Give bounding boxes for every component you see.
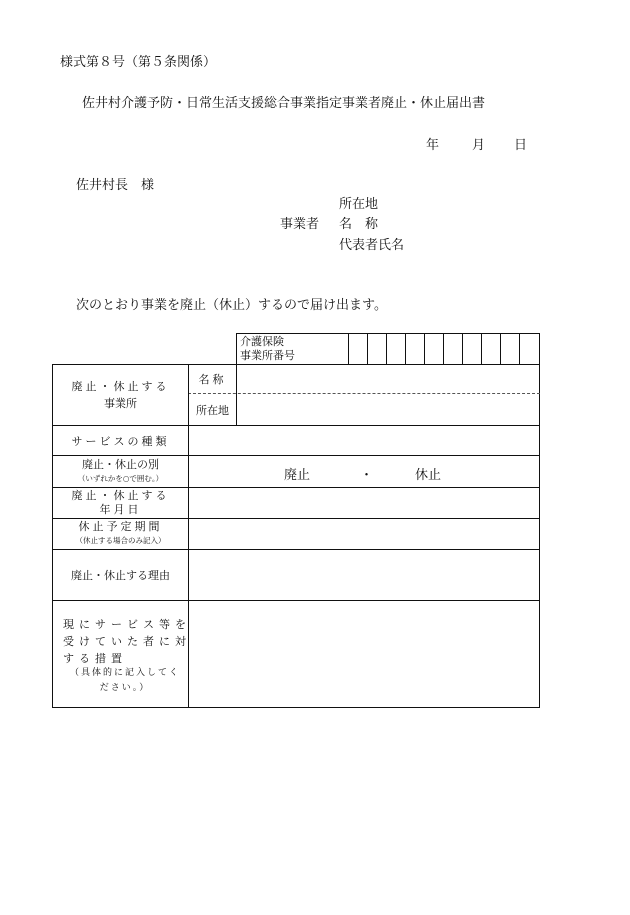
reason-label: 廃止・休止する理由 — [71, 569, 170, 582]
office-label-1: 廃止・休止する — [71, 380, 170, 393]
distinction-note: （いずれかを○で囲む。） — [77, 473, 164, 483]
measures-line-3: する措置 — [63, 652, 127, 665]
office-location-label: 所在地 — [196, 403, 229, 417]
date-year: 年 — [426, 138, 440, 153]
insurance-label-1: 介護保険 — [240, 335, 284, 348]
form-title: 佐井村介護予防・日常生活支援総合事業指定事業者廃止・休止届出書 — [82, 96, 486, 111]
service-type-label: サービスの種類 — [71, 434, 170, 448]
measures-line-1: 現にサービス等を — [63, 618, 191, 631]
measures-note-2: ださい。） — [99, 683, 151, 693]
date-label-2: 年月日 — [99, 503, 142, 516]
date-label-1: 廃止・休止する — [71, 489, 170, 502]
measures-line-2: 受けていた者に対 — [63, 635, 191, 648]
applicant-label: 事業者 — [280, 217, 320, 232]
period-note: （休止する場合のみ記入） — [75, 536, 166, 545]
insurance-label-2: 事業所番号 — [240, 349, 295, 362]
distinction-label: 廃止・休止の別 — [82, 457, 159, 471]
statement: 次のとおり事業を廃止（休止）するので届け出ます。 — [76, 298, 387, 313]
office-name-label: 名称 — [198, 373, 227, 386]
applicant-representative-label: 代表者氏名 — [339, 238, 405, 253]
addressee: 佐井村長 様 — [76, 178, 155, 193]
option-abolish: 廃止 — [284, 468, 311, 483]
applicant-address-label: 所在地 — [339, 197, 379, 212]
applicant-name-label: 名 称 — [339, 217, 379, 232]
form-number: 様式第８号（第５条関係） — [60, 55, 217, 70]
option-separator: ・ — [360, 468, 374, 483]
measures-note-1: （具体的に記入してく — [69, 668, 180, 678]
office-label-2: 事業所 — [104, 397, 137, 410]
date-day: 日 — [514, 138, 528, 153]
period-label: 休止予定期間 — [78, 520, 163, 533]
date-month: 月 — [472, 138, 486, 153]
option-suspend: 休止 — [415, 468, 442, 483]
